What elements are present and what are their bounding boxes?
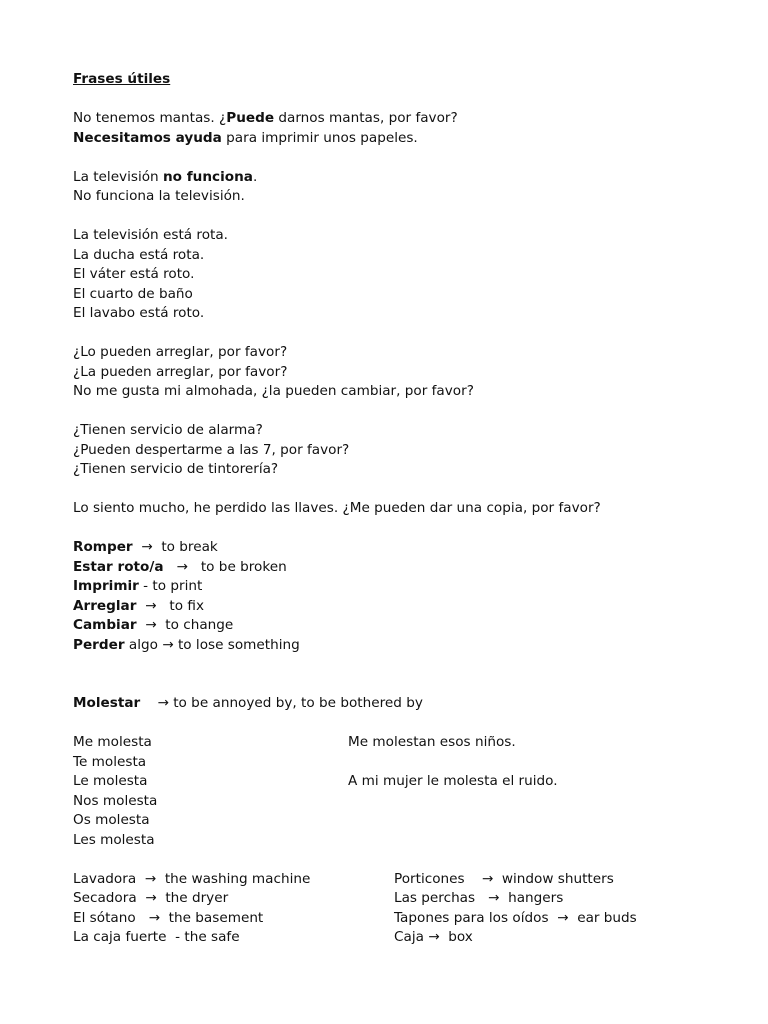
vocab-row xyxy=(73,909,713,929)
conjugation-row xyxy=(73,733,713,753)
phrase-line: ¿Pueden despertarme a las 7, por favor? xyxy=(73,441,350,458)
spacer xyxy=(73,519,713,539)
conjugation-form: Le molesta xyxy=(73,773,148,789)
verb-word: Cambiar xyxy=(73,617,137,633)
text: darnos mantas, por favor? xyxy=(274,110,458,126)
document xyxy=(73,70,713,948)
spacer xyxy=(73,850,713,870)
spacer xyxy=(73,655,713,675)
verb-line xyxy=(73,597,713,617)
separator: → xyxy=(163,558,201,575)
spacer xyxy=(73,480,713,500)
vocab-item: Secadora → the dryer xyxy=(73,890,229,906)
bold-text: Puede xyxy=(226,110,275,126)
text: para imprimir unos papeles. xyxy=(221,129,418,146)
phrase-line: No funciona la televisión. xyxy=(73,188,245,204)
vocab-item: Porticones → window shutters xyxy=(394,870,614,887)
vocab-item: Caja → box xyxy=(394,929,473,945)
conjugation-row xyxy=(73,831,713,851)
spacer xyxy=(73,90,713,110)
conjugation-form: Nos molesta xyxy=(73,792,158,809)
spacer xyxy=(73,402,713,422)
conjugation-form: Les molesta xyxy=(73,831,155,848)
separator: - xyxy=(138,578,153,594)
conjugation-form: Me molesta xyxy=(73,734,152,750)
verb-word: Estar roto/a xyxy=(73,558,164,575)
phrase-line: ¿Tienen servicio de alarma? xyxy=(73,422,263,438)
phrase-line xyxy=(73,168,713,188)
verb-meaning: to print xyxy=(152,578,203,594)
verb-word: Arreglar xyxy=(73,597,137,614)
verb-meaning: to be annoyed by, to be bothered by xyxy=(173,695,423,711)
verb-line xyxy=(73,558,713,578)
verb-word: Molestar xyxy=(73,695,141,711)
conjugation-form: Os molesta xyxy=(73,812,150,828)
conjugation-row xyxy=(73,753,713,773)
phrase-line: El váter está roto. xyxy=(73,266,195,282)
verb-meaning: to be broken xyxy=(200,558,287,575)
verb-meaning: to break xyxy=(161,539,218,555)
vocab-item: La caja fuerte - the safe xyxy=(73,929,240,945)
bold-text: no funciona xyxy=(163,168,253,185)
verb-word: Perder xyxy=(73,636,125,653)
spacer xyxy=(73,207,713,227)
vocab-row xyxy=(73,928,713,948)
bold-text: Necesitamos ayuda xyxy=(73,129,222,146)
vocab-item: Tapones para los oídos → ear buds xyxy=(394,909,637,926)
spacer xyxy=(73,148,713,168)
vocab-item: El sótano → the basement xyxy=(73,909,264,926)
separator: → xyxy=(136,597,170,614)
phrase-line: El cuarto de baño xyxy=(73,285,193,302)
verb-line xyxy=(73,636,713,656)
conjugation-form: Te molesta xyxy=(73,753,147,770)
phrase-line: Lo siento mucho, he perdido las llaves. ¿Me pueden dar una copia, por favor? xyxy=(73,500,601,516)
vocab-item: Las perchas → hangers xyxy=(394,890,564,906)
verb-meaning: to change xyxy=(165,617,234,633)
phrase-line: La televisión está rota. xyxy=(73,227,229,243)
text: . xyxy=(252,168,258,185)
verb-line xyxy=(73,538,713,558)
verb-line xyxy=(73,577,713,597)
separator: algo → xyxy=(124,636,178,653)
spacer xyxy=(73,714,713,734)
example-sentence: A mi mujer le molesta el ruido. xyxy=(348,773,558,789)
vocab-row xyxy=(73,889,713,909)
vocab-row xyxy=(73,870,713,890)
phrase-line xyxy=(73,109,713,129)
verb-meaning: to lose something xyxy=(177,636,300,653)
phrase-line xyxy=(73,129,713,149)
separator: → xyxy=(140,695,174,711)
conjugation-row xyxy=(73,772,713,792)
verb-meaning: to fix xyxy=(169,597,204,614)
phrase-line: No me gusta mi almohada, ¿la pueden cambiar, por favor? xyxy=(73,383,474,399)
document-title: Frases útiles xyxy=(73,71,171,87)
vocab-item: Lavadora → the washing machine xyxy=(73,870,311,887)
spacer xyxy=(73,675,713,695)
text: La televisión xyxy=(73,168,163,185)
phrase-line: El lavabo está roto. xyxy=(73,305,205,321)
separator: → xyxy=(136,617,166,633)
verb-word: Imprimir xyxy=(73,578,139,594)
verb-line xyxy=(73,694,713,714)
verb-line xyxy=(73,616,713,636)
phrase-line: ¿La pueden arreglar, por favor? xyxy=(73,363,288,380)
spacer xyxy=(73,324,713,344)
phrase-line: La ducha está rota. xyxy=(73,246,205,263)
separator: → xyxy=(132,539,162,555)
text: No tenemos mantas. ¿ xyxy=(73,110,227,126)
phrase-line: ¿Lo pueden arreglar, por favor? xyxy=(73,344,288,360)
conjugation-row xyxy=(73,792,713,812)
conjugation-row xyxy=(73,811,713,831)
verb-word: Romper xyxy=(73,539,133,555)
phrase-line: ¿Tienen servicio de tintorería? xyxy=(73,461,279,477)
example-sentence: Me molestan esos niños. xyxy=(348,734,516,750)
